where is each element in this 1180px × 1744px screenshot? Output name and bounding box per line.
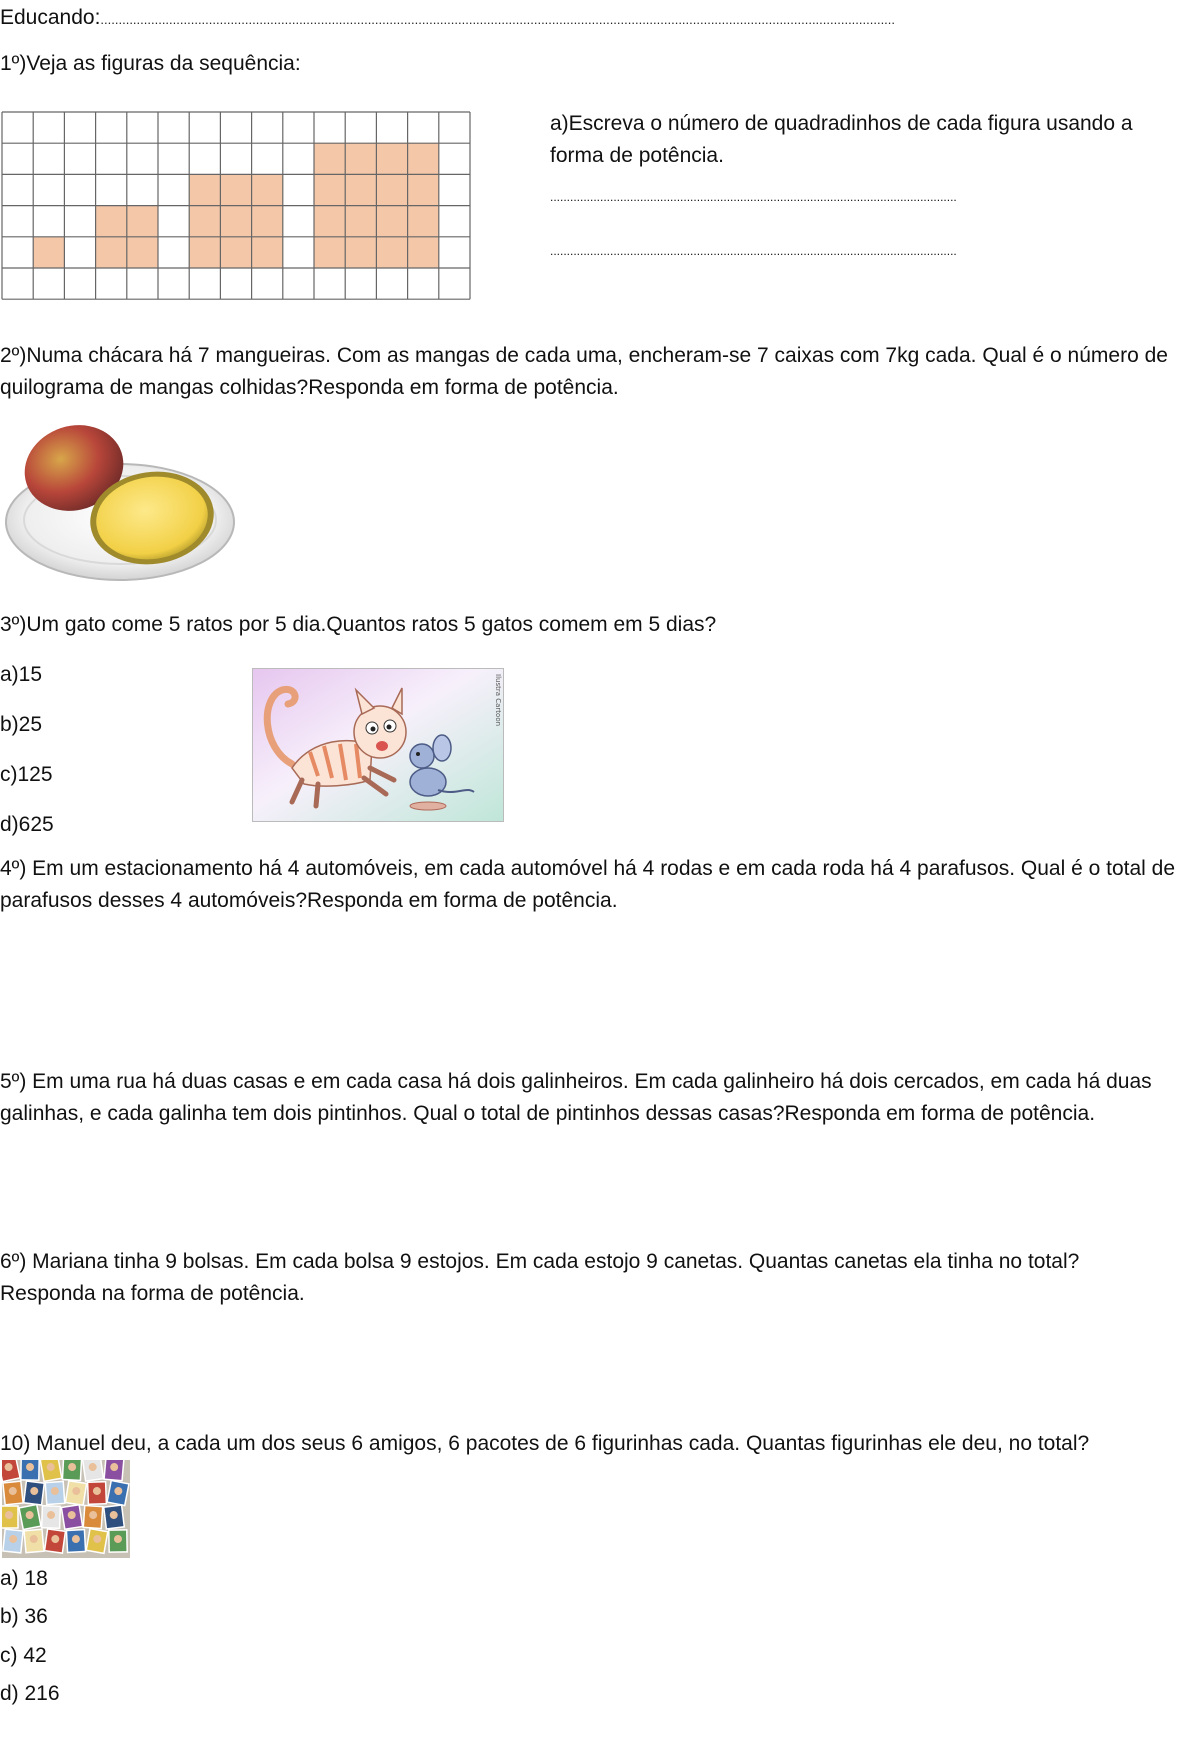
q3-option-a: a)15 [0,663,43,686]
q3-option-b: b)25 [0,713,43,736]
q3-option-d: d)625 [0,813,54,836]
q3-option-c: c)125 [0,763,53,786]
q10-option-a: a) 18 [0,1567,48,1590]
grid-lines [2,112,470,299]
q10-option-d: d) 216 [0,1682,60,1705]
q1-part-a: a)Escreva o número de quadradinhos de cada figura usando a forma de potência. [550,112,1133,167]
q3-text: 3º)Um gato come 5 ratos por 5 dia.Quantos ratos 5 gatos comem em 5 dias? [0,613,717,636]
q2-text: 2º)Numa chácara há 7 mangueiras. Com as mangas de cada uma, encheram-se 7 caixas com 7kg cada. Qual é o número de quilograma de mangas colhidas?Responda em forma de potência. [0,344,1168,399]
image-credit: Ilustra Cartoon [494,674,502,727]
q10-text: 10) Manuel deu, a cada um dos seus 6 amigos, 6 pacotes de 6 figurinhas cada. Quantas figurinhas ele deu, no total? [0,1432,1090,1455]
mango-plate-image [2,424,238,584]
cat-and-mouse-cartoon [252,668,504,822]
q1-square-grid [0,110,480,306]
q10-option-c: c) 42 [0,1644,47,1667]
q1-answer-line-1: .......................................................................................................................... [550,190,957,204]
figure-1-square [33,237,64,268]
student-name-line [0,2,895,36]
q6-text: 6º) Mariana tinha 9 bolsas. Em cada bolsa 9 estojos. Em cada estojo 9 canetas. Quantas canetas ela tinha no total?Responda na forma de potência. [0,1250,1080,1305]
student-name-dots: ............................................................................................................................................................................................................................ [100,12,896,27]
q5-text: 5º) Em uma rua há duas casas e em cada casa há dois galinheiros. Em cada galinheiro há dois cercados, em cada há duas galinhas, e cada galinha tem dois pintinhos. Qual o total de pintinhos dessas casas?Responda em forma de potência. [0,1070,1152,1125]
q10-option-b: b) 36 [0,1605,48,1628]
student-label: Educando: [0,6,101,29]
q1-prompt: 1º)Veja as figuras da sequência: [0,52,301,75]
q1-answer-line-2: .......................................................................................................................... [550,244,957,258]
q4-text: 4º) Em um estacionamento há 4 automóveis, em cada automóvel há 4 rodas e em cada roda há 4 parafusos. Qual é o total de parafusos desses 4 automóveis?Responda em forma de potência. [0,857,1176,912]
figure-3-square [189,174,283,268]
sticker-collage-image [2,1460,130,1558]
